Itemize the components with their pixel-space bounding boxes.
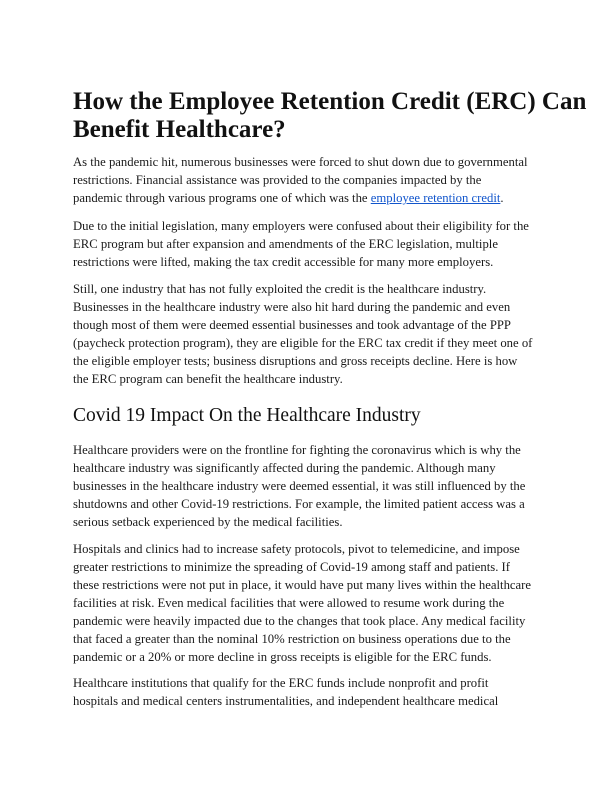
text-line: restrictions. Financial assistance was provided to the companies impacted by the bbox=[73, 173, 482, 187]
text-line: that faced a greater than the nominal 10% restriction on business operations due to the bbox=[73, 632, 511, 646]
page-title bbox=[73, 88, 586, 144]
section-heading: Covid 19 Impact On the Healthcare Industry bbox=[73, 405, 421, 426]
text-line: shutdowns and other Covid-19 restrictions. For example, the limited patient access was a bbox=[73, 497, 525, 511]
text-segment: . bbox=[500, 191, 504, 205]
text-line: As the pandemic hit, numerous businesses were forced to shut down due to governmental bbox=[73, 155, 528, 169]
text-line: pandemic were heavily impacted due to the changes that took place. Any medical facility bbox=[73, 614, 526, 628]
employee-retention-credit-link[interactable]: employee retention credit bbox=[370, 191, 501, 205]
paragraph-hospitals bbox=[73, 540, 531, 666]
text-line: the ERC program can benefit the healthcare industry. bbox=[73, 372, 343, 386]
text-line: Due to the initial legislation, many employers were confused about their eligibility for the bbox=[73, 219, 529, 233]
text-line: Healthcare providers were on the frontline for fighting the coronavirus which is why the bbox=[73, 443, 521, 457]
text-line: (paycheck protection program), they are eligible for the ERC tax credit if they meet one of bbox=[73, 336, 533, 350]
text-line bbox=[73, 189, 528, 207]
title-line: How the Employee Retention Credit (ERC) Can bbox=[73, 88, 587, 115]
text-line: serious setback experienced by the medical facilities. bbox=[73, 515, 343, 529]
text-line: pandemic or a 20% or more decline in gross receipts is eligible for the ERC funds. bbox=[73, 650, 492, 664]
text-line: businesses in the healthcare industry were deemed essential, it was still influenced by the bbox=[73, 479, 526, 493]
text-line: Still, one industry that has not fully exploited the credit is the healthcare industry. bbox=[73, 282, 487, 296]
text-line: restrictions were lifted, making the tax credit accessible for many more employers. bbox=[73, 255, 494, 269]
text-line: greater restrictions to minimize the spreading of Covid-19 among staff and patients. If bbox=[73, 560, 511, 574]
title-line: Benefit Healthcare? bbox=[73, 116, 286, 143]
text-line: these restrictions were not put in place, it would have put many lives within the healthcare bbox=[73, 578, 532, 592]
paragraph-intro bbox=[73, 153, 528, 207]
text-line: facilities at risk. Even medical facilities that were allowed to resume work during the bbox=[73, 596, 505, 610]
text-line: ERC program but after expansion and amendments of the ERC legislation, multiple bbox=[73, 237, 498, 251]
paragraph-legislation bbox=[73, 217, 529, 271]
paragraph-frontline bbox=[73, 441, 525, 531]
text-line: though most of them were deemed essential businesses and took advantage of the PPP bbox=[73, 318, 511, 332]
text-line: the eligible employer tests; business disruptions and gross receipts decline. Here is how bbox=[73, 354, 518, 368]
text-line: Businesses in the healthcare industry were also hit hard during the pandemic and even bbox=[73, 300, 511, 314]
text-line: healthcare industry was significantly affected during the pandemic. Although many bbox=[73, 461, 496, 475]
paragraph-institutions bbox=[73, 674, 498, 710]
text-line: hospitals and medical centers instrumentalities, and independent healthcare medical bbox=[73, 694, 499, 708]
paragraph-healthcare-industry bbox=[73, 280, 532, 388]
text-segment: pandemic through various programs one of which was the bbox=[73, 191, 371, 205]
text-line: Healthcare institutions that qualify for the ERC funds include nonprofit and profit bbox=[73, 676, 489, 690]
text-line: Hospitals and clinics had to increase safety protocols, pivot to telemedicine, and impose bbox=[73, 542, 520, 556]
